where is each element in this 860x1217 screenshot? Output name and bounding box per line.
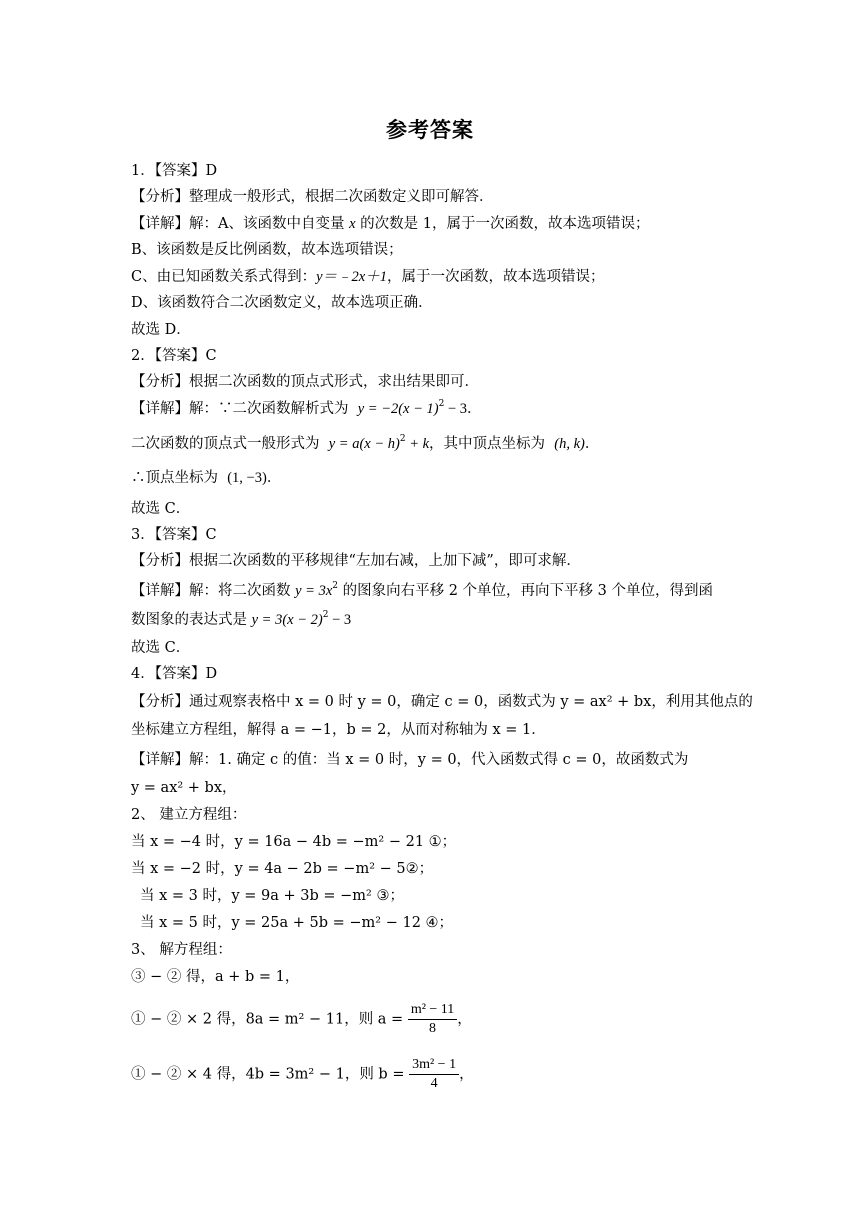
page-title: 参考答案 (386, 118, 474, 142)
q4-step-3: 3、 解方程组： (131, 942, 232, 958)
q4-analysis-2: 坐标建立方程组，解得 a = −1，b = 2，从而对称轴为 x = 1． (131, 722, 546, 738)
q4-eq-4: 当 x = 5 时，y = 25a + 5b = −m² − 12 ④； (140, 915, 454, 931)
q3-detail-2 (131, 610, 351, 630)
q2-vertex-form-post: + k (405, 436, 430, 452)
q2-therefore-pre: ∴顶点坐标为 (131, 470, 218, 486)
q2-detail-eq-post: − 3 (444, 401, 468, 417)
q3-detail (131, 581, 713, 601)
q1-detail-a-pre: 【详解】解：A、该函数中自变量 (131, 216, 350, 232)
q1-detail-a-post: 的次数是 1，属于一次函数，故本选项错误； (355, 216, 650, 232)
q1-detail-c-post: ，属于一次函数，故本选项错误； (386, 269, 605, 285)
q4-eq-2: 当 x = −2 时，y = 4a − 2b = −m² − 5②； (131, 861, 434, 877)
q3-analysis: 【分析】根据二次函数的平移规律“左加右减，上加下减”，即可求解． (131, 553, 581, 569)
q1-detail-d: D、该函数符合二次函数定义，故本选项正确． (131, 295, 433, 311)
q4-step-2: 2、 建立方程组： (131, 807, 247, 823)
q4-analysis-1: 【分析】通过观察表格中 x = 0 时 y = 0，确定 c = 0，函数式为 y = ax² + bx，利用其他点的 (131, 694, 753, 710)
q4-solve2-pre: ① − ② × 2 得，8a = m² − 11，则 a = (131, 1011, 404, 1028)
q1-answer: 1．【答案】D (131, 163, 218, 179)
q3-detail2-pre: 数图象的表达式是 (131, 612, 252, 628)
q3-detail2-post: − 3 (328, 612, 352, 628)
q2-therefore-coord: (1, −3) (227, 470, 267, 486)
q2-conclusion: 故选 C． (131, 501, 191, 517)
q1-conclusion: 故选 D． (131, 322, 191, 338)
q1-analysis: 【分析】整理成一般形式，根据二次函数定义即可解答． (131, 189, 494, 205)
q2-detail: 【详解】解：∵二次函数解析式为 $y = -2(x - 1)^2 - 3$． (131, 399, 482, 417)
q3-detail2-eq: y = 3(x − 2) (251, 612, 323, 628)
q1-detail-a-var: x (349, 216, 356, 232)
q2-vertex-form-exp: 2 (399, 434, 406, 444)
q3-detail-pre: 【详解】解：将二次函数 (131, 583, 296, 599)
q1-detail-c-eq: y＝﹣2x＋1 (316, 269, 387, 285)
q2-answer: 2．【答案】C (131, 348, 217, 364)
q2-detail-eq: y = −2(x − 1) (357, 401, 439, 417)
q4-detail-1: 【详解】解：1. 确定 c 的值：当 x = 0 时，y = 0，代入函数式得 c = 0，故函数式为 (131, 752, 689, 768)
q1-detail-c-pre: C、由已知函数关系式得到： (131, 269, 317, 285)
q3-answer: 3．【答案】C (131, 527, 217, 543)
q4-solve-1: ③ − ② 得，a + b = 1， (131, 969, 300, 985)
q2-detail-pre: 【详解】解：∵二次函数解析式为 (131, 401, 349, 417)
q4-solve3-den: 4 (430, 1076, 438, 1091)
q3-detail-eq: y = 3x (295, 583, 333, 599)
q4-eq-1: 当 x = −4 时，y = 16a − 4b = −m² − 21 ①； (131, 834, 457, 850)
q3-conclusion: 故选 C． (131, 640, 191, 656)
q4-solve2-comma: ， (457, 1011, 472, 1028)
q2-analysis: 【分析】根据二次函数的顶点式形式，求出结果即可． (131, 374, 479, 390)
q2-vertex-form: 二次函数的顶点式一般形式为 $y = a(x - h)^2 + k$，其中顶点坐标为 (h, k)． (131, 434, 600, 452)
q4-solve2-num: m² − 11 (408, 1002, 457, 1020)
q2-detail-exp: 2 (438, 399, 445, 409)
q3-detail2-exp: 2 (322, 610, 329, 620)
q4-answer: 4．【答案】D (131, 666, 218, 682)
q4-solve-2 (131, 1002, 472, 1037)
q4-solve2-fraction (408, 1002, 457, 1037)
q4-solve3-fraction (409, 1057, 459, 1092)
q3-detail-exp: 2 (332, 581, 338, 591)
q2-vertex-coord: (h, k) (554, 436, 585, 452)
q4-solve3-pre: ① − ② × 4 得，4b = 3m² − 1，则 b = (131, 1066, 405, 1083)
q2-vertex-form-pre: 二次函数的顶点式一般形式为 (131, 436, 320, 452)
q1-detail-b: B、该函数是反比例函数，故本选项错误； (131, 242, 403, 258)
q4-solve2-den: 8 (429, 1021, 437, 1036)
q4-detail-2: y = ax² + bx， (131, 780, 237, 796)
q4-solve3-comma: ， (459, 1066, 474, 1083)
q1-detail-c (131, 267, 604, 287)
q2-vertex-form-eq: y = a(x − h) (328, 436, 400, 452)
q4-solve-3 (131, 1057, 474, 1092)
q2-therefore: ∴顶点坐标为 (1, −3)． (131, 470, 282, 486)
q3-detail-post: 的图象向右平移 2 个单位，再向下平移 3 个单位，得到函 (338, 583, 713, 599)
q1-detail-a (131, 214, 649, 234)
q4-eq-3: 当 x = 3 时，y = 9a + 3b = −m² ③； (140, 888, 404, 904)
q2-vertex-form-mid: ，其中顶点坐标为 (429, 436, 546, 452)
q4-solve3-num: 3m² − 1 (409, 1057, 459, 1075)
